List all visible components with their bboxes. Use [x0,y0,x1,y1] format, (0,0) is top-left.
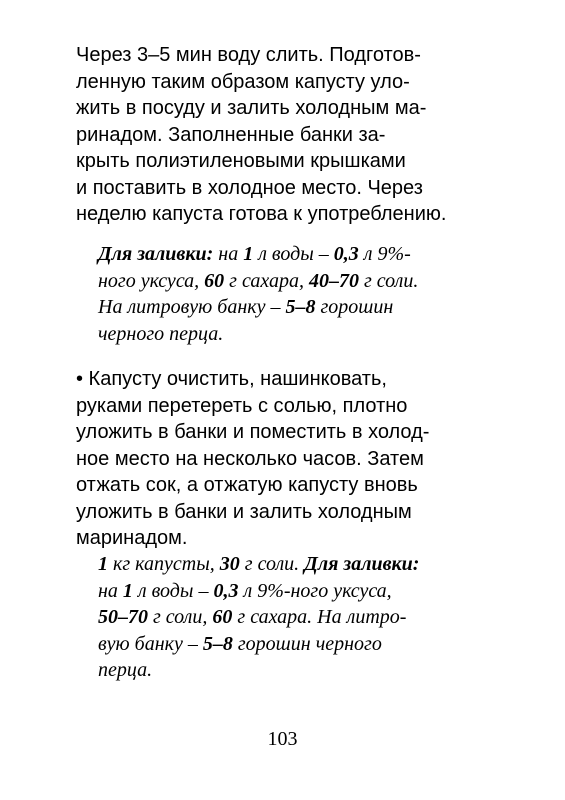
recipe-line [98,321,493,348]
recipe-bold: Для заливки: [304,553,420,575]
recipe-line [98,604,493,631]
text-line: и поставить в холодное место. Через [76,176,423,199]
recipe-bold: 30 [219,553,240,575]
recipe-text: г соли. [358,269,419,292]
text-line: маринадом. [76,527,188,549]
recipe-text: вую банку – [98,632,203,655]
recipe-text: на [98,579,123,602]
recipe-line [98,294,493,321]
recipe-bold: 1 [98,553,108,575]
text-line: • Капусту очистить, нашинковать, [76,368,387,390]
recipe-text: перца. [98,659,153,681]
recipe-bold: 0,3 [213,579,239,602]
recipe-bold: 50–70 [98,606,148,628]
recipe-text: горошин [315,296,394,318]
recipe-ingredients-2 [98,551,493,684]
recipe-line [98,631,493,658]
paragraph-marinade-instructions [76,42,486,228]
recipe-bold: Для заливки: [98,243,214,265]
recipe-text: л воды – [132,579,214,602]
recipe-text: л 9%-ного уксуса, [238,579,392,602]
recipe-text: ного уксуса, [98,269,205,292]
recipe-line [98,241,493,268]
recipe-text: л воды – [253,243,334,265]
recipe-line [98,268,493,295]
recipe-text: горошин черного [232,632,382,655]
text-line: ленную таким образом капусту уло- [76,70,410,93]
recipe-text: г соли, [148,606,213,628]
recipe-bold: 5–8 [202,632,233,655]
recipe-line [98,551,493,578]
recipe-bold: 1 [122,579,133,602]
recipe-text: кг капусты, [108,553,220,575]
recipe-text: черного перца. [98,322,224,345]
recipe-text: г сахара. На литро- [232,606,407,628]
page-number: 103 [267,728,298,750]
recipe-text: г соли. [239,553,305,575]
text-line: Через 3–5 мин воду слить. Подготов- [76,44,421,66]
text-line: уложить в банки и залить холодным [76,500,412,523]
recipe-bold: 5–8 [285,296,316,318]
recipe-bold: 60 [204,269,225,292]
recipe-text: На литровую банку – [98,296,286,318]
text-line: руками перетереть с солью, плотно [76,394,408,417]
text-line: уложить в банки и поместить в холод- [76,421,430,443]
recipe-bold: 60 [212,606,233,628]
recipe-text: г сахара, [224,269,309,292]
text-line: жить в посуду и залить холодным ма- [76,97,427,119]
recipe-line [98,657,493,684]
paragraph-cabbage-method [76,366,486,552]
text-line: неделю капуста готова к употреблению. [76,203,447,225]
recipe-line [98,578,493,605]
recipe-ingredients-1 [98,241,493,347]
text-line: крыть полиэтиленовыми крышками [76,150,406,172]
recipe-bold: 1 [243,243,254,265]
recipe-bold: 40–70 [308,269,359,292]
recipe-text: на [213,243,244,265]
recipe-bold: 0,3 [333,243,359,265]
text-line: отжать сок, а отжатую капусту вновь [76,474,418,496]
text-line: ринадом. Заполненные банки за- [76,123,386,146]
text-line: ное место на несколько часов. Затем [76,447,424,470]
recipe-text: л 9%- [358,243,411,265]
